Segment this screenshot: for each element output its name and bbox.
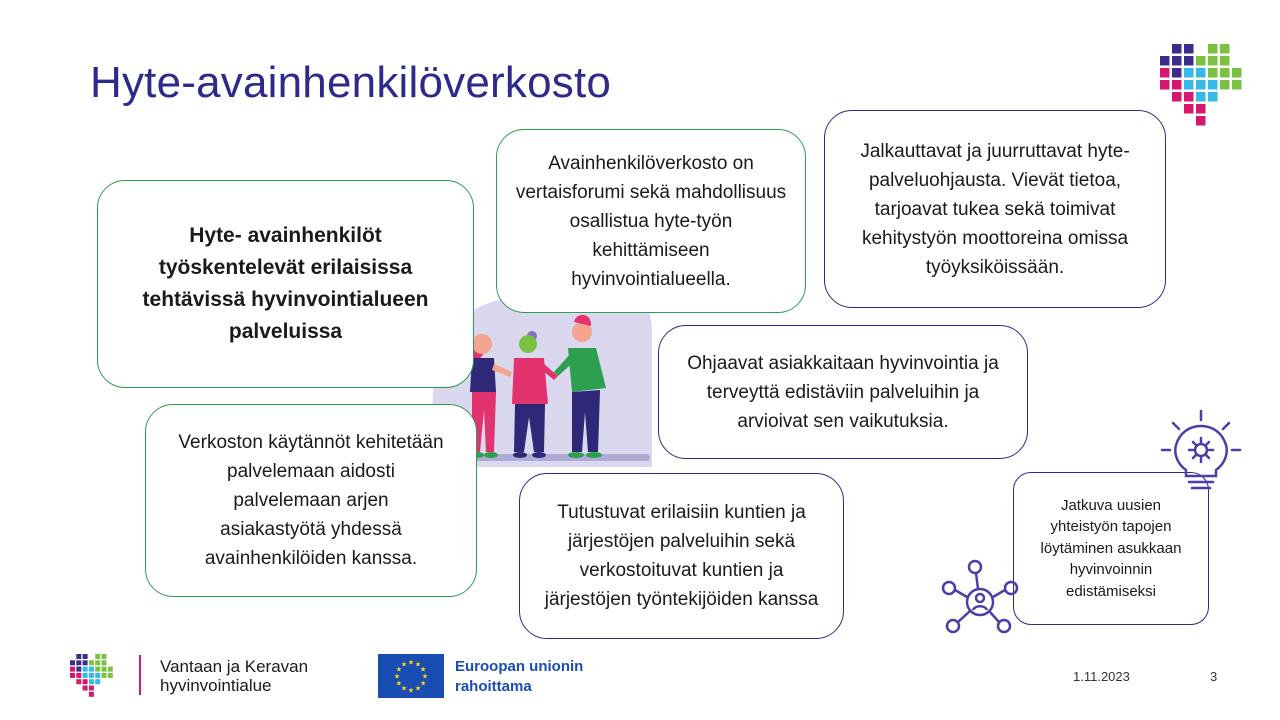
logo-pixel xyxy=(1208,56,1218,66)
lightbulb-gear-icon xyxy=(1156,408,1246,498)
logo-pixel xyxy=(95,673,100,678)
practices-box xyxy=(145,404,477,597)
logo-pixel xyxy=(1220,44,1230,54)
logo-pixel xyxy=(76,673,81,678)
logo-pixel xyxy=(108,673,113,678)
logo-pixel xyxy=(95,679,100,684)
logo-pixel xyxy=(1172,44,1182,54)
eu-star: ★ xyxy=(421,673,429,681)
logo-pixel xyxy=(1220,68,1230,78)
logo-pixel xyxy=(83,686,88,691)
main-statement-text: Hyte- avainhenkilöt työskentelevät erilaisissa tehtävissä hyvinvointialueen palveluissa xyxy=(142,224,429,343)
logo-pixel xyxy=(89,673,94,678)
guide-clients-box xyxy=(658,325,1028,459)
logo-pixel xyxy=(1196,116,1206,126)
eu-flag-icon xyxy=(378,654,444,698)
logo-pixel xyxy=(76,660,81,665)
logo-pixel xyxy=(83,667,88,672)
logo-pixel xyxy=(70,667,75,672)
peer-forum-box xyxy=(496,129,806,313)
eu-star: ★ xyxy=(414,661,422,669)
practices-text: Verkoston käytännöt kehitetään palvelemaan aidosti palvelemaan arjen asiakastyötä yhdessä avainhenkilöiden kanssa. xyxy=(178,432,444,569)
slide-date: 1.11.2023 xyxy=(1073,669,1130,684)
eu-line2: rahoittama xyxy=(455,678,532,695)
logo-pixel xyxy=(89,679,94,684)
logo-pixel xyxy=(89,667,94,672)
implement-text: Jalkauttavat ja juurruttavat hyte-palveluohjausta. Vievät tietoa, tarjoavat tukea sekä toimivat kehitystyön moottoreina omissa työyksiköissään. xyxy=(860,140,1130,278)
logo-pixel xyxy=(102,667,107,672)
logo-pixel xyxy=(1208,92,1218,102)
logo-pixel xyxy=(83,679,88,684)
logo-pixel xyxy=(1232,80,1242,90)
eu-star: ★ xyxy=(395,666,403,674)
logo-pixel xyxy=(89,692,94,697)
eu-funding-text xyxy=(455,657,583,697)
logo-pixel xyxy=(76,654,81,659)
eu-star: ★ xyxy=(400,661,408,669)
implement-box xyxy=(824,110,1166,308)
logo-pixel xyxy=(1208,44,1218,54)
explore-box xyxy=(519,473,844,639)
main-statement-box xyxy=(97,180,474,388)
continuous-text: Jatkuva uusien yhteistyön tapojen löytäminen asukkaan hyvinvoinnin edistämiseksi xyxy=(1040,496,1182,600)
logo-pixel xyxy=(1184,92,1194,102)
logo-pixel xyxy=(95,654,100,659)
logo-pixel xyxy=(1220,80,1230,90)
eu-star: ★ xyxy=(393,673,401,681)
logo-pixel xyxy=(1172,56,1182,66)
logo-pixel xyxy=(102,660,107,665)
logo-pixel xyxy=(1196,56,1206,66)
logo-pixel xyxy=(1172,92,1182,102)
logo-pixel xyxy=(83,673,88,678)
logo-pixel xyxy=(1196,68,1206,78)
logo-pixel xyxy=(76,667,81,672)
guide-clients-text: Ohjaavat asiakkaitaan hyvinvointia ja terveyttä edistäviin palveluihin ja arvioivat sen vaikutuksia. xyxy=(687,352,999,432)
page-number: 3 xyxy=(1210,669,1218,684)
logo-pixel xyxy=(1196,80,1206,90)
organization-line2: hyvinvointialue xyxy=(160,676,272,695)
organization-name xyxy=(160,657,308,695)
logo-pixel xyxy=(1232,68,1242,78)
peer-forum-text: Avainhenkilöverkosto on vertaisforumi sekä mahdollisuus osallistua hyte-työn kehittämiseen hyvinvointialueella. xyxy=(515,152,787,290)
eu-star: ★ xyxy=(414,685,422,693)
logo-pixel xyxy=(1172,80,1182,90)
logo-pixel xyxy=(1184,104,1194,114)
logo-pixel xyxy=(108,667,113,672)
slide-title: Hyte-avainhenkilöverkosto xyxy=(90,58,612,107)
logo-pixel xyxy=(1196,92,1206,102)
logo-pixel xyxy=(95,660,100,665)
eu-star: ★ xyxy=(407,687,415,695)
logo-pixel xyxy=(1184,56,1194,66)
logo-pixel xyxy=(1160,56,1170,66)
eu-star: ★ xyxy=(395,680,403,688)
logo-pixel xyxy=(70,673,75,678)
organization-line1: Vantaan ja Keravan xyxy=(160,657,309,676)
eu-star: ★ xyxy=(419,666,427,674)
logo-pixel xyxy=(1184,80,1194,90)
eu-line1: Euroopan unionin xyxy=(455,658,584,675)
logo-pixel xyxy=(89,686,94,691)
logo-pixel xyxy=(1208,68,1218,78)
heart-pixel-logo-icon xyxy=(1160,44,1260,124)
logo-pixel xyxy=(76,679,81,684)
logo-pixel xyxy=(1196,104,1206,114)
logo-pixel xyxy=(70,660,75,665)
eu-star: ★ xyxy=(400,685,408,693)
explore-text: Tutustuvat erilaisiin kuntien ja järjestöjen palveluihin sekä verkostoituvat kuntien ja järjestöjen työntekijöiden kanssa xyxy=(544,502,819,610)
network-person-icon xyxy=(940,560,1020,640)
eu-star: ★ xyxy=(407,659,415,667)
logo-pixel xyxy=(83,660,88,665)
eu-star: ★ xyxy=(419,680,427,688)
footer-divider xyxy=(139,655,141,695)
logo-pixel xyxy=(1184,44,1194,54)
logo-pixel xyxy=(95,667,100,672)
logo-pixel xyxy=(102,654,107,659)
logo-pixel xyxy=(1184,68,1194,78)
logo-pixel xyxy=(1172,68,1182,78)
logo-pixel xyxy=(1208,80,1218,90)
logo-pixel xyxy=(89,660,94,665)
logo-pixel xyxy=(1160,68,1170,78)
logo-pixel xyxy=(1160,80,1170,90)
logo-pixel xyxy=(102,673,107,678)
logo-pixel xyxy=(1220,56,1230,66)
logo-pixel xyxy=(83,654,88,659)
heart-pixel-logo-icon xyxy=(70,654,120,696)
